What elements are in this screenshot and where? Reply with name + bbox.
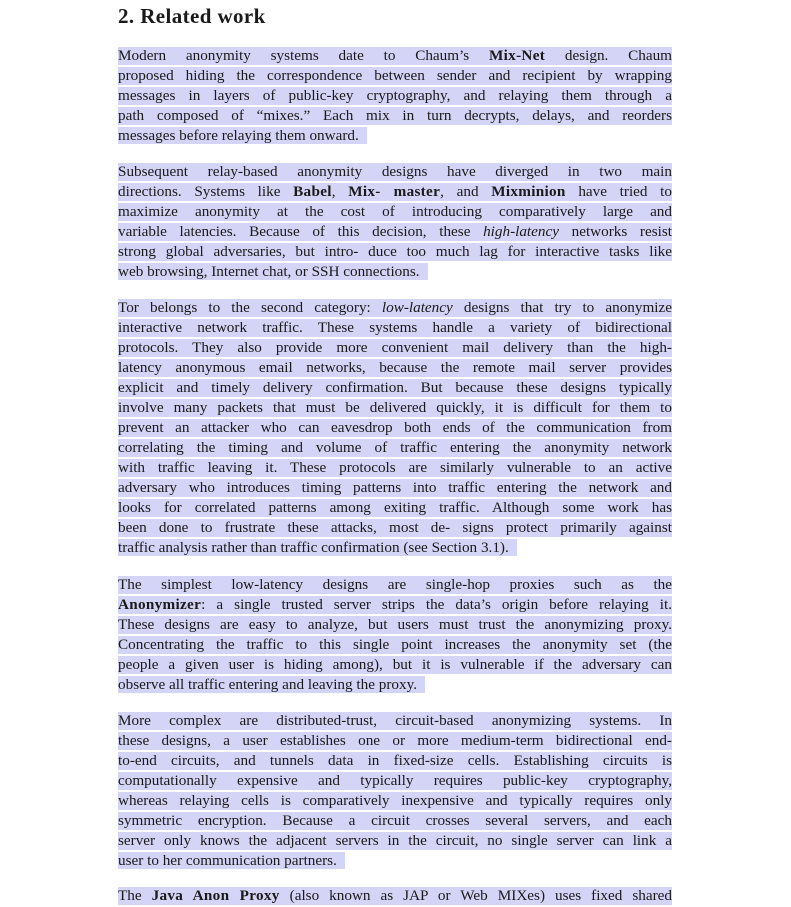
line-text: protocols. They also provide more convenient mail delivery than the high- <box>118 339 672 357</box>
text-line <box>118 203 672 223</box>
text-line <box>118 459 672 479</box>
text-line <box>118 656 672 676</box>
text-line <box>118 676 672 696</box>
line-text: path composed of “mixes.” Each mix in turn decrypts, delays, and reorders <box>118 107 672 125</box>
line-text: Concentrating the traffic to this single point increases the anonymity set (the <box>118 636 672 654</box>
text-line <box>118 223 672 243</box>
line-text: variable latencies. Because of this decision, these high-latency networks resist <box>118 223 672 241</box>
text-line <box>118 852 672 872</box>
text-line <box>118 47 672 67</box>
line-text: adversary who introduces timing patterns into traffic entering the network and <box>118 479 672 497</box>
text-line <box>118 359 672 379</box>
text-line <box>118 887 672 907</box>
line-text: people a given user is hiding among), but it is vulnerable if the adversary can <box>118 656 672 674</box>
text-line <box>118 752 672 772</box>
line-text: looks for correlated patterns among exiting traffic. Although some work has <box>118 499 672 517</box>
paragraph <box>118 576 672 696</box>
line-text: symmetric encryption. Because a circuit crosses several servers, and each <box>118 812 672 830</box>
line-text: The simplest low-latency designs are single-hop proxies such as the <box>118 576 672 594</box>
line-text: server only knows the adjacent servers in the circuit, no single server can link a <box>118 832 672 850</box>
text-line <box>118 772 672 792</box>
line-text: prevent an attacker who can eavesdrop both ends of the communication from <box>118 419 672 437</box>
text-line <box>118 299 672 319</box>
line-text: messages before relaying them onward. <box>118 127 367 144</box>
line-text: The Java Anon Proxy (also known as JAP or Web MIXes) uses fixed shared <box>118 887 672 905</box>
line-text: Subsequent relay-based anonymity designs have diverged in two main <box>118 163 672 181</box>
line-text: to-end circuits, and tunnels data in fixed-size cells. Establishing circuits is <box>118 752 672 770</box>
paragraph <box>118 163 672 283</box>
text-line <box>118 712 672 732</box>
line-text: Tor belongs to the second category: low-latency designs that try to anonymize <box>118 299 672 317</box>
text-line <box>118 263 672 283</box>
text-line <box>118 399 672 419</box>
paragraph <box>118 887 672 907</box>
text-line <box>118 832 672 852</box>
text-line <box>118 339 672 359</box>
text-line <box>118 419 672 439</box>
line-text: Anonymizer: a single trusted server strips the data’s origin before relaying it. <box>118 596 672 614</box>
line-text: strong global adversaries, but intro- duce too much lag for interactive tasks like <box>118 243 672 261</box>
line-text: been done to frustrate these attacks, most de- signs protect primarily against <box>118 519 672 537</box>
line-text: Modern anonymity systems date to Chaum’s Mix-Net design. Chaum <box>118 47 672 65</box>
line-text: involve many packets that must be delivered quickly, it is difficult for them to <box>118 399 672 417</box>
line-text: These designs are easy to analyze, but users must trust the anonymizing proxy. <box>118 616 672 634</box>
text-line <box>118 539 672 559</box>
text-line <box>118 183 672 203</box>
line-text: interactive network traffic. These systems handle a variety of bidirectional <box>118 319 672 337</box>
text-line <box>118 439 672 459</box>
text-line <box>118 163 672 183</box>
line-text: with traffic leaving it. These protocols are similarly vulnerable to an active <box>118 459 672 477</box>
line-text: these designs, a user establishes one or more medium-term bidirectional end- <box>118 732 672 750</box>
line-text: observe all traffic entering and leaving the proxy. <box>118 676 425 693</box>
text-line <box>118 812 672 832</box>
line-text: whereas relaying cells is comparatively inexpensive and typically requires only <box>118 792 672 810</box>
line-text: web browsing, Internet chat, or SSH connections. <box>118 263 428 280</box>
line-text: correlating the timing and volume of traffic entering the anonymity network <box>118 439 672 457</box>
line-text: traffic analysis rather than traffic confirmation (see Section 3.1). <box>118 539 517 556</box>
line-text: computationally expensive and typically requires public-key cryptography, <box>118 772 672 790</box>
line-text: maximize anonymity at the cost of introducing comparatively large and <box>118 203 672 221</box>
line-text: explicit and timely delivery confirmation. But because these designs typically <box>118 379 672 397</box>
paragraph <box>118 47 672 147</box>
line-text: directions. Systems like Babel, Mix- master, and Mixminion have tried to <box>118 183 672 201</box>
line-text: messages in layers of public-key cryptography, and relaying them through a <box>118 87 672 105</box>
text-line <box>118 87 672 107</box>
text-line <box>118 576 672 596</box>
text-line <box>118 519 672 539</box>
line-text: proposed hiding the correspondence between sender and recipient by wrapping <box>118 67 672 85</box>
text-line <box>118 792 672 812</box>
paragraph <box>118 299 672 559</box>
line-text: More complex are distributed-trust, circuit-based anonymizing systems. In <box>118 712 672 730</box>
text-line <box>118 596 672 616</box>
text-line <box>118 107 672 127</box>
line-text: latency anonymous email networks, because the remote mail server provides <box>118 359 672 377</box>
line-text: user to her communication partners. <box>118 852 345 869</box>
text-line <box>118 127 672 147</box>
text-line <box>118 67 672 87</box>
section-title: 2. Related work <box>118 4 266 28</box>
paragraph <box>118 712 672 872</box>
text-line <box>118 732 672 752</box>
text-line <box>118 636 672 656</box>
text-line <box>118 479 672 499</box>
text-line <box>118 379 672 399</box>
text-line <box>118 616 672 636</box>
text-line <box>118 499 672 519</box>
text-line <box>118 243 672 263</box>
text-line <box>118 319 672 339</box>
